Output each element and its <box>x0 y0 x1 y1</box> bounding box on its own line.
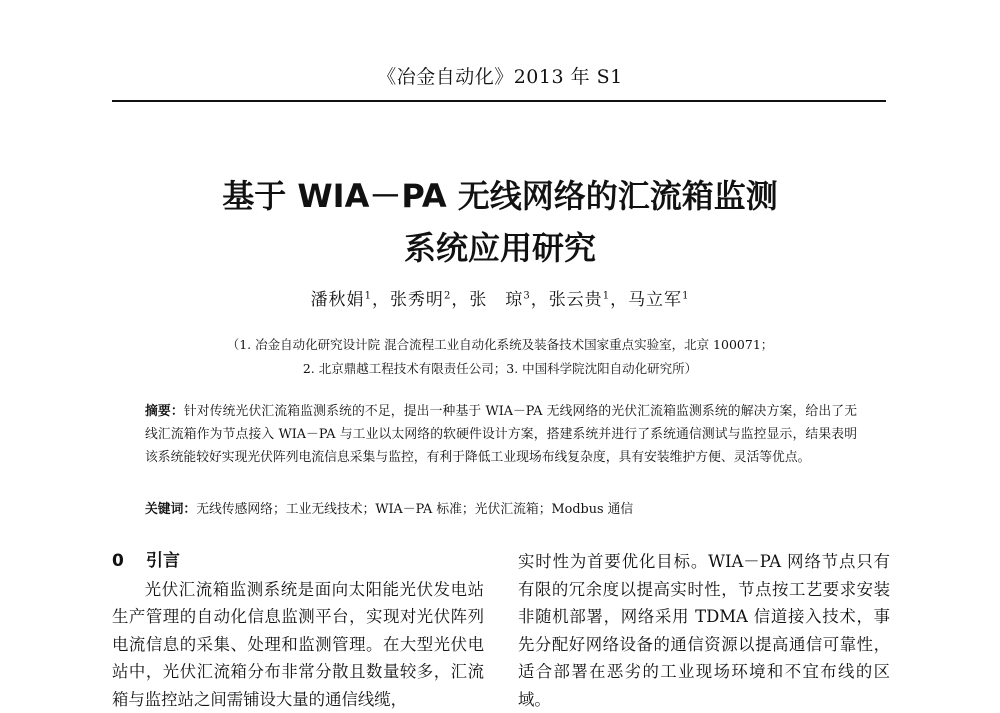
abstract-text: 针对传统光伏汇流箱监测系统的不足，提出一种基于 WIA－PA 无线网络的光伏汇流箱监测系统的解决方案，给出了无线汇流箱作为节点接入 WIA－PA 与工业以太网络的软硬件设计方案，搭建系统并进行了系统通信测试与监控显示，结果表明该系统能较好实现光伏阵列电流信息采集与监控，有利于降低工业现场布线复杂度，具有安装维护方便、灵活等优点。 <box>145 404 857 465</box>
keywords-text: 无线传感网络；工业无线技术；WIA－PA 标准；光伏汇流箱；Modbus 通信 <box>196 502 633 517</box>
affiliation-line-1: （1. 冶金自动化研究设计院 混合流程工业自动化系统及装备技术国家重点实验室，北京 100071； <box>0 333 1000 357</box>
body-paragraph: 实时性为首要优化目标。WIA－PA 网络节点只有有限的冗余度以提高实时性，节点按工艺要求安装非随机部署，网络采用 TDMA 信道接入技术，事先分配好网络设备的通信资源以提高通信可靠性，适合部署在恶劣的工业现场环境和不宜布线的区域。 <box>518 548 890 713</box>
paper-title <box>0 170 1000 274</box>
author-affil-mark: 1 <box>682 290 689 301</box>
author-name: 张秀明 <box>390 290 444 310</box>
body-column-left <box>112 548 484 713</box>
author-list: 潘秋娟$^1$，张秀明$^2$，张 琼$^3$，张云贵$^1$，马立军$^1$ <box>0 285 1000 310</box>
abstract <box>145 400 857 469</box>
author-affil-mark: 3 <box>523 290 530 301</box>
body-paragraph: 光伏汇流箱监测系统是面向太阳能光伏发电站生产管理的自动化信息监测平台，实现对光伏阵列电流信息的采集、处理和监测管理。在大型光伏电站中，光伏汇流箱分布非常分散且数量较多，汇流箱与监控站之间需铺设大量的通信线缆， <box>112 576 484 713</box>
abstract-label: 摘要： <box>145 404 184 419</box>
affiliation-line-2: 2. 北京鼎越工程技术有限责任公司；3. 中国科学院沈阳自动化研究所） <box>0 357 1000 381</box>
author-name: 马立军 <box>628 290 682 310</box>
author-name: 张云贵 <box>549 290 603 310</box>
author-name: 潘秋娟 <box>311 290 365 310</box>
affiliations <box>0 333 1000 381</box>
title-line-1: 基于 WIA－PA 无线网络的汇流箱监测 <box>0 170 1000 222</box>
author-affil-mark: 2 <box>444 290 451 301</box>
header-rule <box>112 100 886 102</box>
author-name: 张 琼 <box>469 290 523 310</box>
section-heading <box>112 548 484 576</box>
body-column-right <box>518 548 890 713</box>
section-number: 0 <box>112 548 146 576</box>
title-line-2: 系统应用研究 <box>0 222 1000 274</box>
author-affil-mark: 1 <box>365 290 372 301</box>
section-title: 引言 <box>146 551 180 571</box>
keywords <box>145 499 857 521</box>
journal-header: 《冶金自动化》2013 年 S1 <box>0 62 1000 89</box>
author-affil-mark: 1 <box>603 290 610 301</box>
keywords-label: 关键词： <box>145 502 196 517</box>
